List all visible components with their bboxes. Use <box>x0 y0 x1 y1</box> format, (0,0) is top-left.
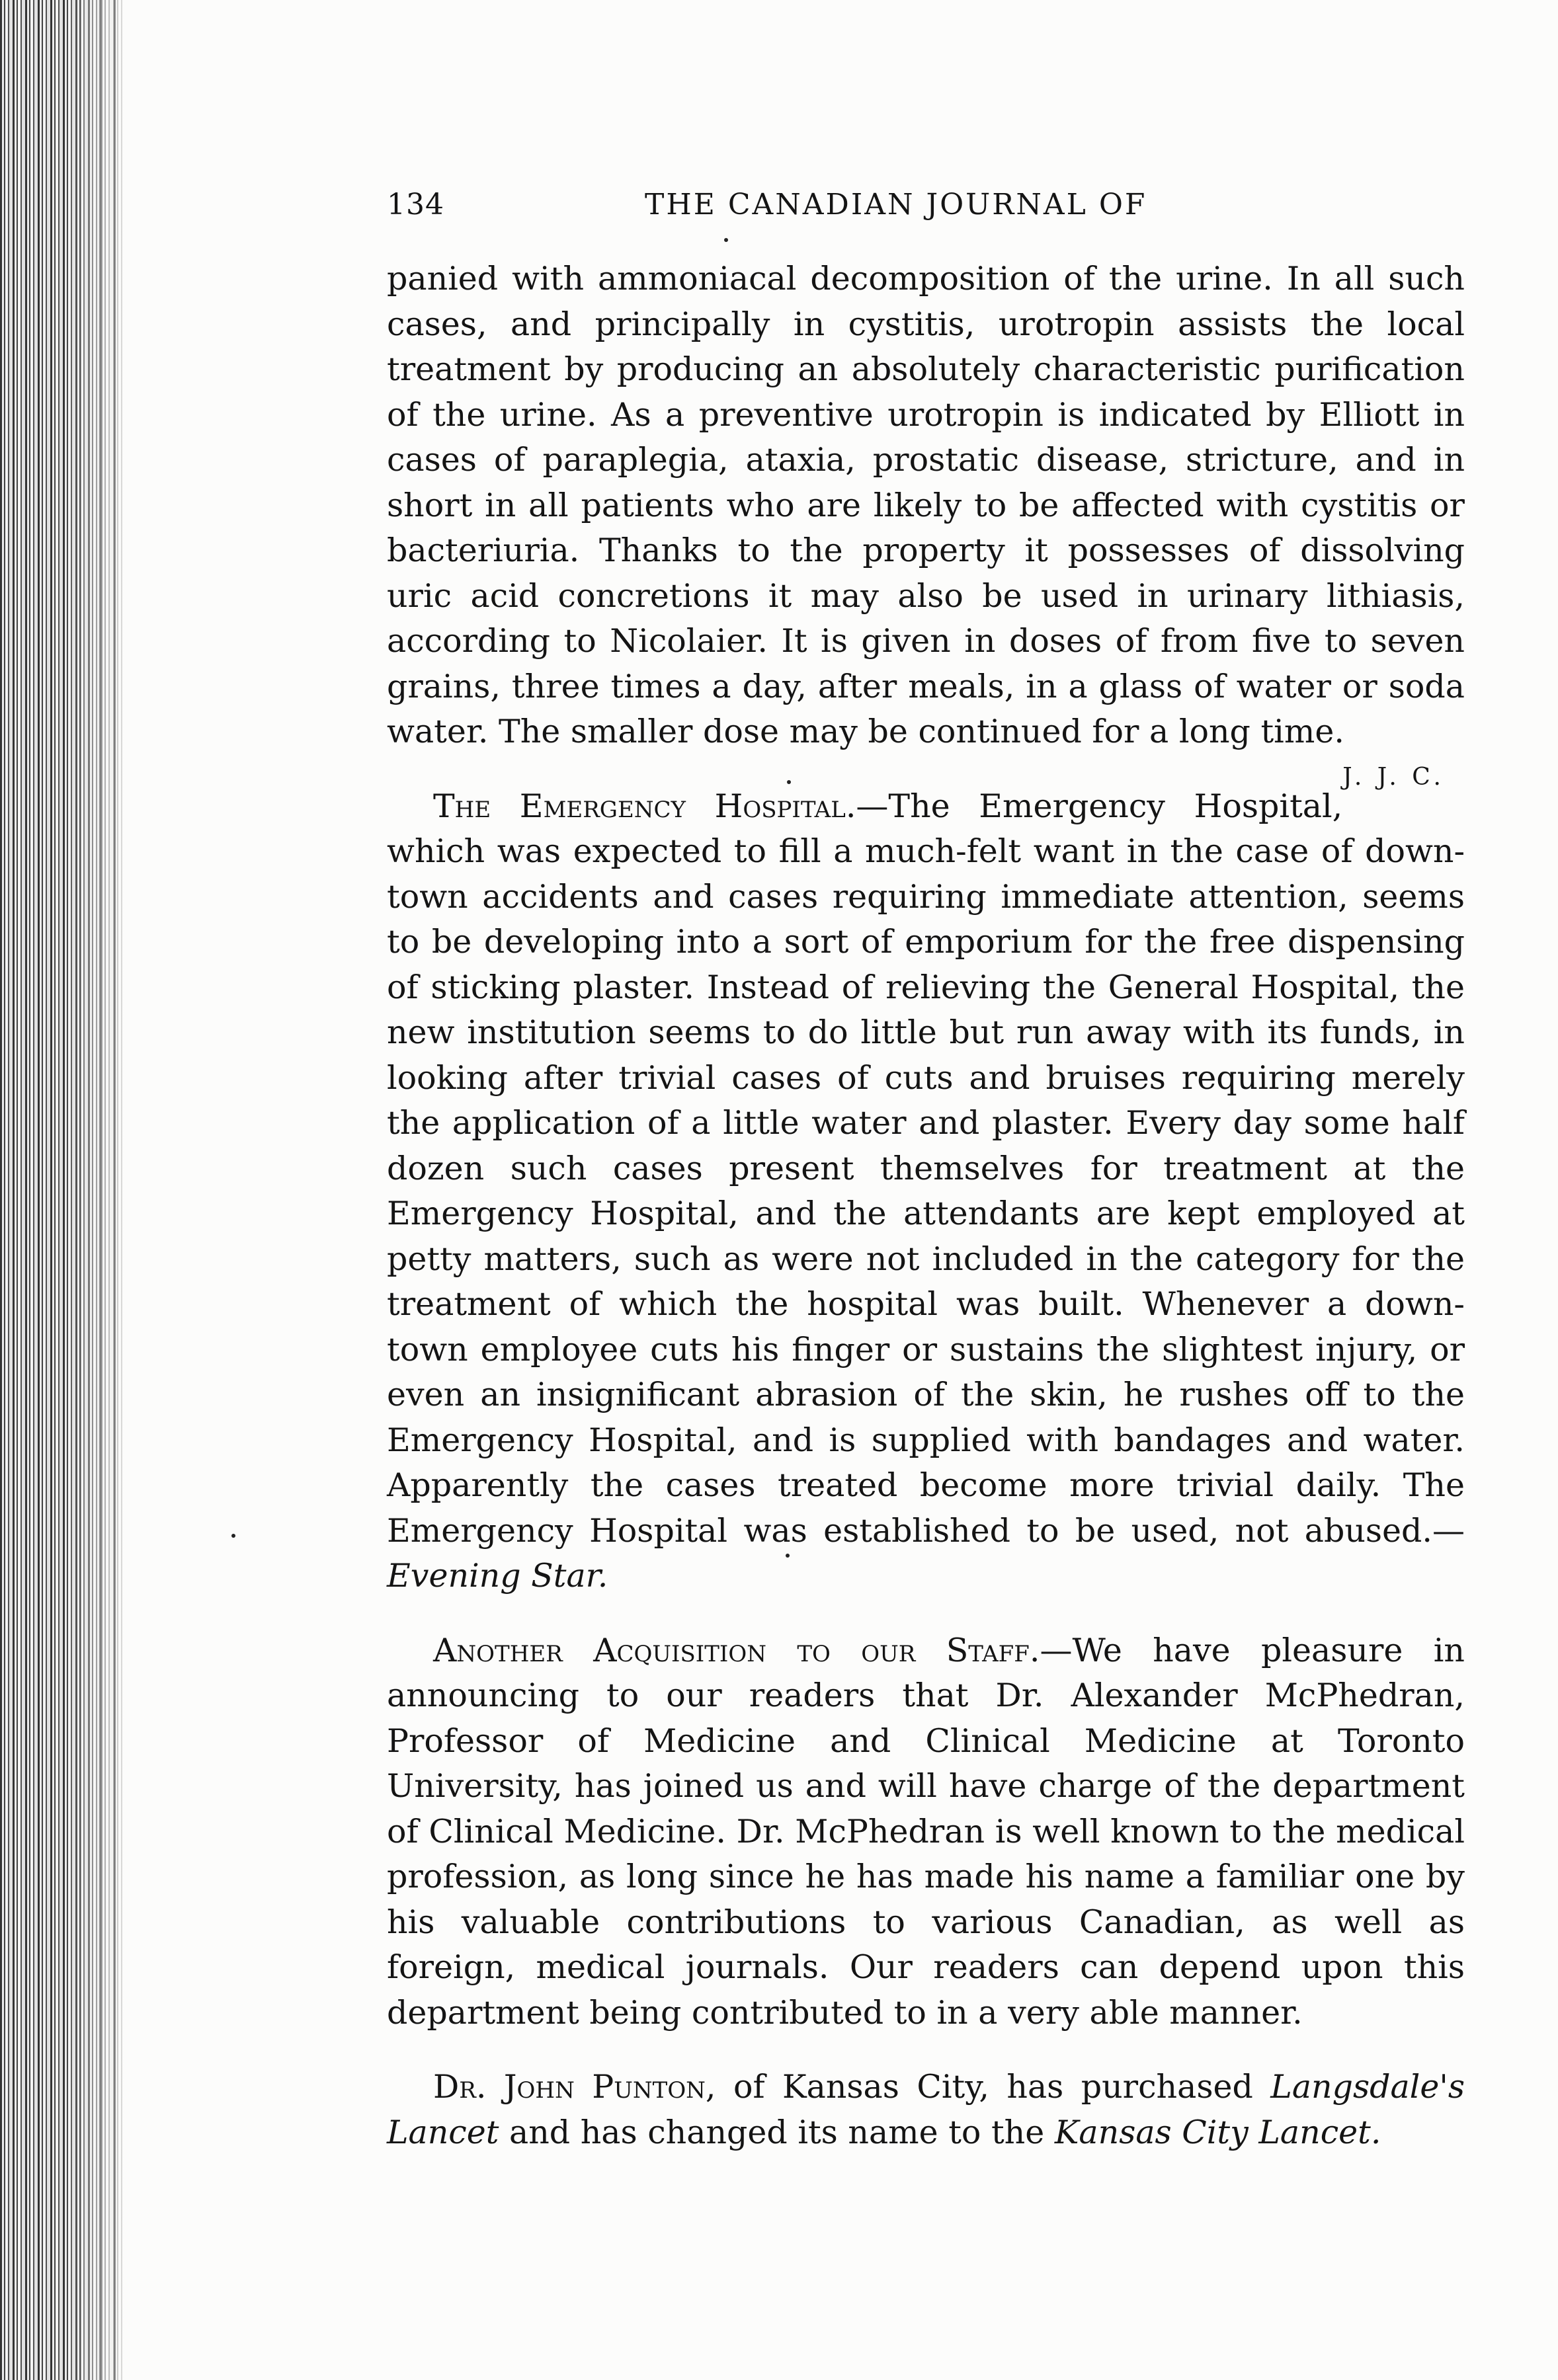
gutter-line <box>114 0 116 2380</box>
article-body: and has changed its name to the <box>499 2113 1055 2151</box>
author-initials: J. J. C. <box>1342 763 1445 791</box>
journal-title: THE CANADIAN JOURNAL OF <box>645 188 1147 221</box>
article-heading: The Emergency Hospital. <box>433 787 856 825</box>
gutter-line <box>79 0 81 2380</box>
print-speck <box>787 780 791 784</box>
gutter-line <box>99 0 101 2380</box>
article-body: of Kansas City, has purchased <box>716 2068 1271 2106</box>
running-head <box>387 178 1465 231</box>
article-urotropin-text: panied with ammoniacal decomposition of the urine. In all such cases, and principally in cystitis, urotropin assists the local treatment by producing an absolutely characteristic purification of the urine. As a preventive urotropin is indicated by Elliott in cases of paraplegia, ataxia, prostatic disease, stricture, and in short in all patients who are likely to be affected with cystitis or bacteriuria. Thanks to the property it possesses of dissolving uric acid concretions it may also be used in urinary lithiasis, according to Nicolaier. It is given in doses of from five to seven grains, three times a day, after meals, in a glass of water or soda water. The smaller dose may be continued for a long time. <box>387 260 1465 750</box>
print-speck <box>724 238 728 242</box>
text-block <box>387 178 1465 2155</box>
article-body: —We have pleasure in announcing to our readers that Dr. Alexander McPhedran, Professor of Medicine and Clinical Medicine at Toronto University, has joined us and will have charge of the department of Clinical Medicine. Dr. McPhedran is well known to the medical profession, as long since he has made his name a familiar one by his valuable contributions to various Canadian, as well as foreign, medical journals. Our readers can depend upon this department being contributed to in a very able manner. <box>387 1631 1465 2032</box>
print-speck <box>786 1554 790 1558</box>
article-emergency-hospital <box>387 784 1465 1599</box>
article-urotropin <box>387 257 1465 791</box>
article-heading: Another Acquisition to our Staff. <box>433 1631 1040 1669</box>
page-number: 134 <box>387 188 444 221</box>
article-body: —The Emergency Hospital, which was expected to fill a much-felt want in the case of down-town accidents and cases requiring immediate attention, seems to be developing into a sort of emporium for the free dispensing of sticking plaster. Instead of relieving the General Hospital, the new institution seems to do little but run away with its funds, in looking after trivial cases of cuts and bruises requiring merely the application of a little water and plaster. Every day some half dozen such cases present themselves for treatment at the Emergency Hospital, and the attendants are kept employed at petty matters, such as were not included in the category for the treatment of which the hospital was built. Whenever a down-town employee cuts his finger or sustains the slightest injury, or even an insignificant abrasion of the skin, he rushes off to the Emergency Hospital, and is supplied with bandages and water. Apparently the cases treated become more trivial daily. The Emergency Hospital was established to be used, not abused.— <box>387 787 1465 1550</box>
article-source: Evening Star. <box>387 1557 608 1595</box>
print-speck <box>231 1534 235 1538</box>
journal-name: Langsdale's Lancet <box>387 2068 1465 2151</box>
journal-name: Kansas City Lancet. <box>1054 2113 1381 2151</box>
gutter-shadow <box>66 0 139 2380</box>
article-staff-acquisition <box>387 1628 1465 2036</box>
person-name: Dr. John Punton, <box>433 2068 716 2106</box>
article-lancet-purchase <box>387 2065 1465 2155</box>
